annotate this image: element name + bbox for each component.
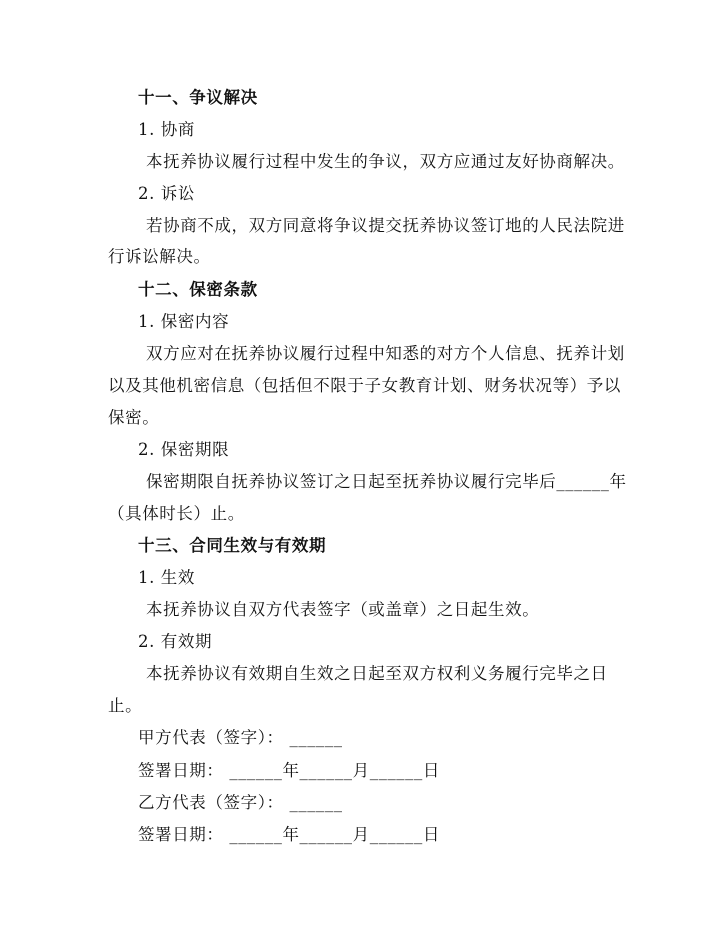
party-b-signature-field: 乙方代表（签字）： ______ [138, 793, 343, 812]
section-13-item-2-text-line-2: 止。 [108, 696, 143, 715]
section-13-item-1-label: 1. 生效 [138, 568, 195, 587]
section-13-item-2-label: 2. 有效期 [138, 632, 213, 651]
party-b-date-field: 签署日期： ______年______月______日 [138, 825, 440, 844]
section-11-item-2-text-line-2: 行诉讼解决。 [108, 247, 211, 266]
section-12-item-2-text-line-1: 保密期限自抚养协议签订之日起至抚养协议履行完毕后______年 [146, 472, 627, 491]
party-a-date-field: 签署日期： ______年______月______日 [138, 761, 440, 780]
section-11-item-2-label: 2. 诉讼 [138, 184, 195, 203]
section-13-item-2-text-line-1: 本抚养协议有效期自生效之日起至双方权利义务履行完毕之日 [146, 664, 608, 683]
section-12-heading: 十二、保密条款 [138, 280, 258, 299]
party-a-signature-field: 甲方代表（签字）： ______ [138, 728, 343, 747]
section-11-item-1-label: 1. 协商 [138, 120, 195, 139]
section-12-item-1-text-line-1: 双方应对在抚养协议履行过程中知悉的对方个人信息、抚养计划 [146, 344, 625, 363]
section-12-item-2-label: 2. 保密期限 [138, 440, 230, 459]
section-13-item-1-text: 本抚养协议自双方代表签字（或盖章）之日起生效。 [146, 600, 540, 619]
section-11-item-1-text: 本抚养协议履行过程中发生的争议，双方应通过友好协商解决。 [146, 152, 625, 171]
section-11-heading: 十一、争议解决 [138, 88, 258, 107]
section-12-item-1-text-line-2: 以及其他机密信息（包括但不限于子女教育计划、财务状况等）予以 [108, 376, 621, 395]
section-12-item-2-text-line-2: （具体时长）止。 [108, 504, 245, 523]
section-12-item-1-label: 1. 保密内容 [138, 312, 230, 331]
section-11-item-2-text-line-1: 若协商不成，双方同意将争议提交抚养协议签订地的人民法院进 [146, 216, 625, 235]
section-13-heading: 十三、合同生效与有效期 [138, 536, 327, 555]
section-12-item-1-text-line-3: 保密。 [108, 408, 160, 427]
